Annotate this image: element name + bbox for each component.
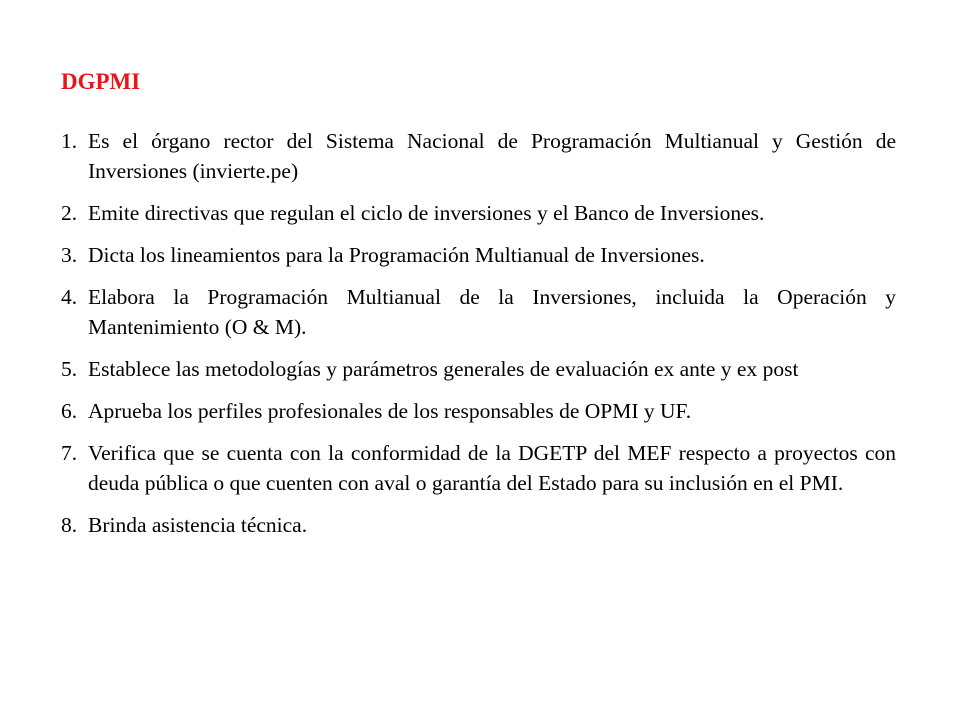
list-item-text: Dicta los lineamientos para la Programación Multianual de Inversiones. [88, 243, 705, 267]
list-item-text: Brinda asistencia técnica. [88, 513, 308, 537]
list-item-number: 1. [61, 129, 78, 153]
list-item-text: Es el órgano rector del Sistema Nacional de Programación Multianual y Gestión de Inversiones (invierte.pe) [88, 129, 896, 183]
list-item-text: Elabora la Programación Multianual de la Inversiones, incluida la Operación y Mantenimiento (O & M). [88, 285, 896, 339]
list-item-text: Aprueba los perfiles profesionales de los responsables de OPMI y UF. [88, 399, 692, 423]
list-item-text: Verifica que se cuenta con la conformidad de la DGETP del MEF respecto a proyectos con deuda pública o que cuenten con aval o garantía del Estado para su inclusión en el PMI. [88, 441, 896, 495]
list-item [61, 240, 896, 270]
list-item-number: 5. [61, 357, 78, 381]
list-item [61, 282, 896, 342]
list-item-number: 6. [61, 399, 78, 423]
list-item [61, 510, 896, 540]
list-item-text: Establece las metodologías y parámetros generales de evaluación ex ante y ex post [88, 357, 799, 381]
list-item-number: 3. [61, 243, 78, 267]
list-item [61, 354, 896, 384]
slide-heading: DGPMI [61, 69, 141, 94]
list-item [61, 438, 896, 498]
list-item-number: 8. [61, 513, 78, 537]
list-item-number: 4. [61, 285, 78, 309]
list-item [61, 396, 896, 426]
list-item [61, 198, 896, 228]
list-item [61, 126, 896, 186]
numbered-list [61, 126, 896, 552]
list-item-text: Emite directivas que regulan el ciclo de inversiones y el Banco de Inversiones. [88, 201, 765, 225]
list-item-number: 7. [61, 441, 78, 465]
list-item-number: 2. [61, 201, 78, 225]
